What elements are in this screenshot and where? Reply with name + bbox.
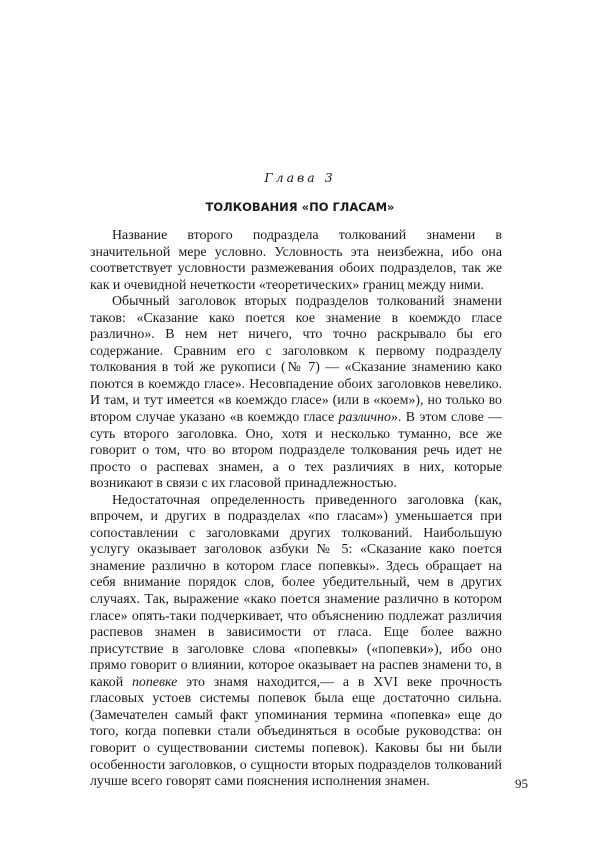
italic-text-segment: различно	[338, 410, 391, 426]
text-segment: ». В этом слове — суть второго заголовка. Оно, хотя и несколько туманно, все же говорит о том, что во втором подразделе толкования речь идет не просто о распевах знамен, а о тех различиях в них, которые возникают в связи с их гласовой принадлежностью.	[90, 410, 502, 492]
text-segment: Название второго подраздела толкований знамени в значительной мере условно. Условность эта неизбежна, ибо она соответствует условности размежевания обоих подразделов, так же как и очевидной нечеткости «теоретических» границ между ними.	[90, 228, 502, 293]
paragraph	[90, 493, 502, 791]
paragraph	[90, 294, 502, 493]
body-text	[90, 228, 502, 791]
text-segment: Недостаточная определенность приведенного заголовка (как, впрочем, и других в подразделах «по гласам») уменьшается при сопоставлении с заголовками других толкований. Наибольшую услугу оказывает заголовок азбуки № 5: «Сказание како поется знамение различно в котором гласе попевкы». Здесь обращает на себя внимание порядок слов, более убедительный, чем в других случаях. Так, выражение «како поется знамение различно в котором гласе» опять-таки подчеркивает, что объяснению подлежат различия распевов знамен в зависимости от гласа. Еще более важно присутствие в заголовке слова «попевкы» («попевки»), ибо оно прямо говорит о влиянии, которое оказывает на распев знамени то, в какой	[90, 492, 502, 690]
text-segment: Обычный заголовок вторых подразделов толкований знамени таков: «Сказание како поется кое знамение в коемждо гласе различно». В нем нет ничего, что точно раскрывало бы его содержание. Сравним его с заголовком к первому подразделу толкования в той же рукописи (№ 7) — «Сказание знамению како поются в коемждо гласе». Несовпадение обоих заголовков невелико. И там, и тут имеется «в коемждо гласе» (или в «коем»), но только во втором случае указано «в коемждо гласе	[90, 294, 502, 426]
paragraph	[90, 228, 502, 294]
chapter-label: Глава 3	[264, 170, 336, 185]
page-number: 95	[515, 776, 528, 791]
text-segment: это знамя находится,— а в XVI веке прочность гласовых устоев системы попевок была еще достаточно сильна. (Замечателен самый факт упоминания термина «попевка» еще до того, когда попевки стали объединяться в особые руководства: он говорит о существовании системы попевок). Каковы бы ни были особенности заголовков, о сущности вторых подразделов толкований лучше всего говорят сами пояснения исполнения знамен.	[90, 674, 502, 790]
italic-text-segment: попевке	[131, 674, 178, 690]
chapter-title: ТОЛКОВАНИЯ «ПО ГЛАСАМ»	[205, 200, 395, 214]
